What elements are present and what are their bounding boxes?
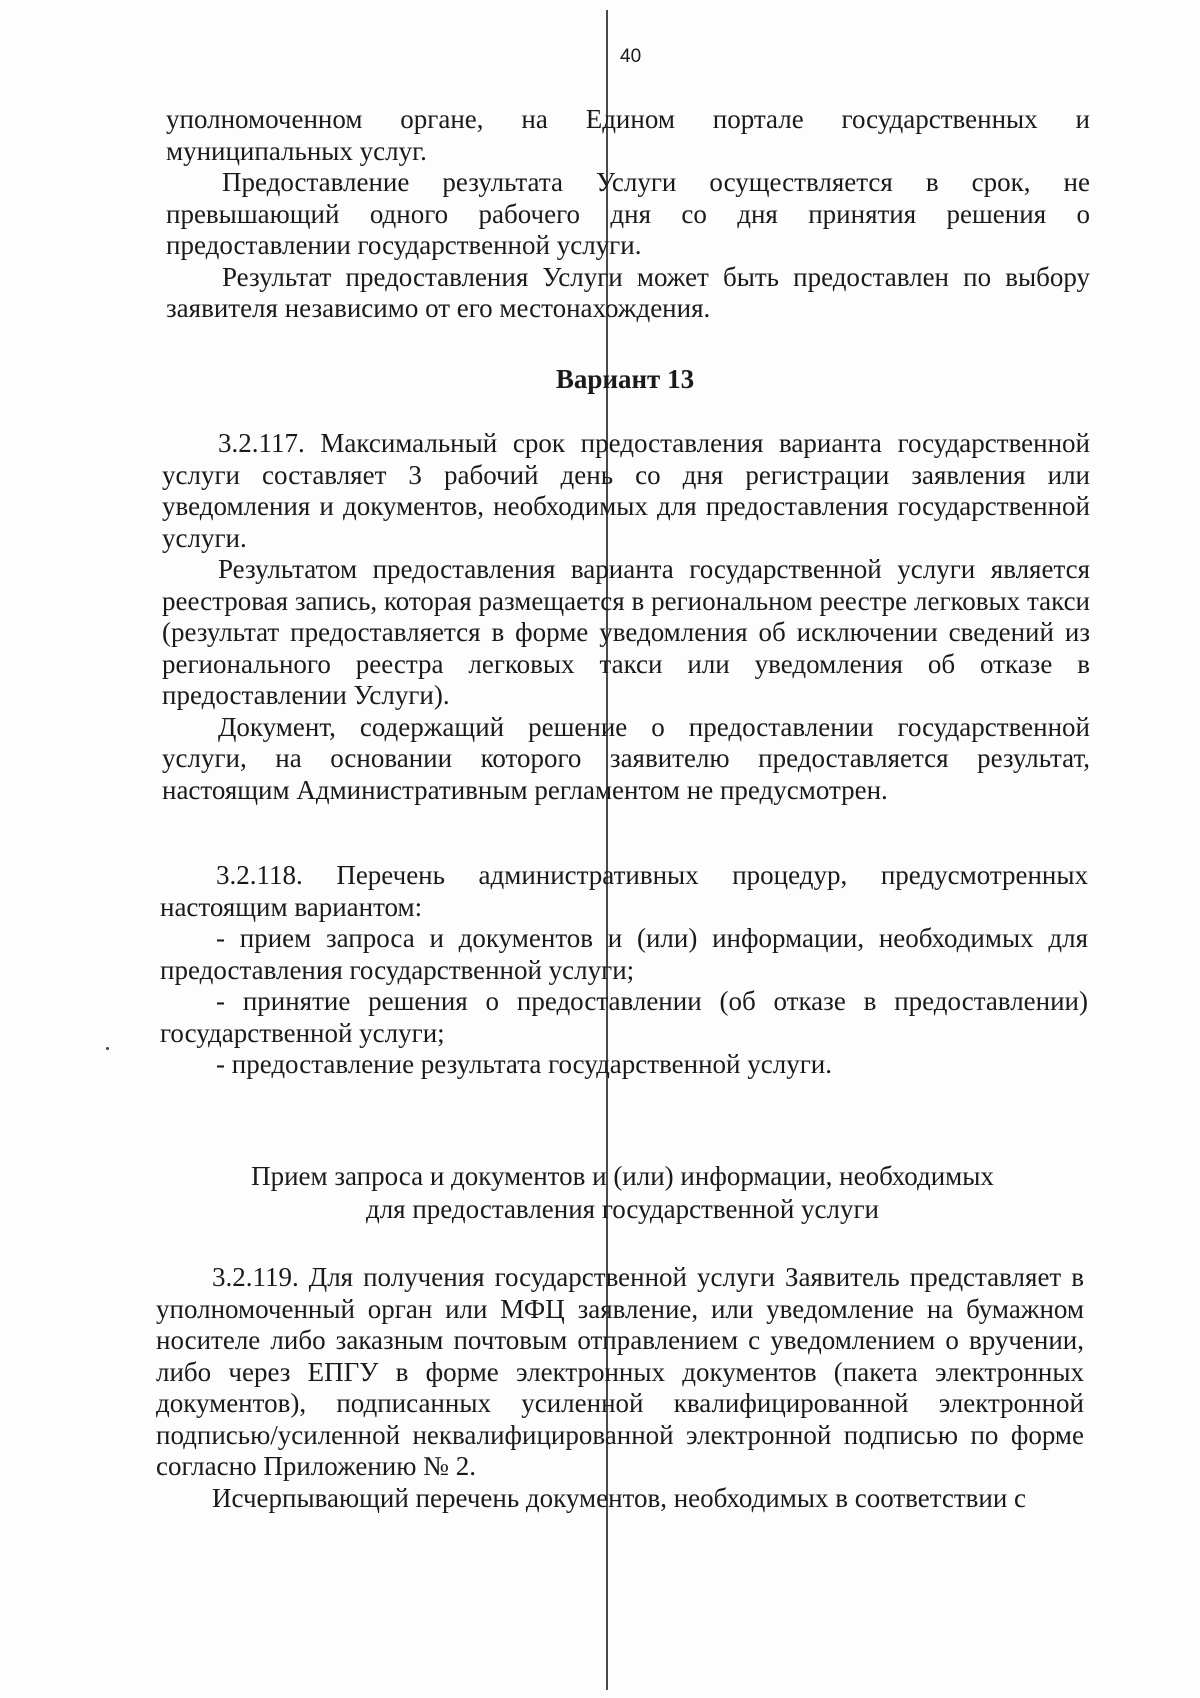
procedure-item: - прием запроса и документов и (или) информации, необходимых для предоставления государственной услуги; [160,923,1088,985]
section-119 [156,1262,1084,1514]
page-number: 40 [620,46,642,67]
subsection-heading [160,1160,1085,1226]
section-118 [160,860,1088,1081]
variant-heading: Вариант 13 [555,364,695,394]
section-117-paragraph-1: 3.2.117. Максимальный срок предоставления варианта государственной услуги составляет 3 рабочий день со дня регистрации заявления или уведомления и документов, необходимых для предоставления государственной услуги. [162,428,1090,553]
scan-speck [106,1047,109,1050]
intro-paragraph-1: уполномоченном органе, на Едином портале государственных и муниципальных услуг. [166,104,1090,166]
section-119-paragraph-2: Исчерпывающий перечень документов, необходимых в соответствии с [212,1482,1027,1513]
section-117 [162,428,1090,806]
section-117-paragraph-2: Результатом предоставления варианта государственной услуги является реестровая запись, которая размещается в региональном реестре легковых такси (результат предоставляется в форме уведомления об исключении сведений из регионального реестра легковых такси или уведомления об отказе в предоставлении Услуги). [162,554,1090,710]
subsection-heading-line-2: для предоставления государственной услуги [365,1194,880,1224]
intro-paragraph-2: Предоставление результата Услуги осуществляется в срок, не превышающий одного рабочего дня со дня принятия решения о предоставлении государственной услуги. [166,167,1090,260]
procedure-item: - принятие решения о предоставлении (об отказе в предоставлении) государственной услуги; [160,986,1088,1048]
intro-paragraph-3: Результат предоставления Услуги может быть предоставлен по выбору заявителя независимо от его местонахождения. [166,261,1090,323]
procedure-item: - предоставление результата государственной услуги. [216,1049,832,1079]
intro-block [166,104,1090,325]
subsection-heading-line-1: Прием запроса и документов и (или) информации, необходимых [251,1161,994,1191]
section-118-paragraph-1: 3.2.118. Перечень административных процедур, предусмотренных настоящим вариантом: [160,860,1088,922]
section-119-paragraph-1: 3.2.119. Для получения государственной услуги Заявитель представляет в уполномоченный орган или МФЦ заявление, или уведомление на бумажном носителе либо заказным почтовым отправлением с уведомлением о вручении, либо через ЕПГУ в форме электронных документов (пакета электронных документов), подписанных усиленной квалифицированной электронной подписью/усиленной неквалифицированной электронной подписью по форме согласно Приложению № 2. [156,1262,1084,1481]
section-117-paragraph-3: Документ, содержащий решение о предоставлении государственной услуги, на основании которого заявителю предоставляется результат, настоящим Административным регламентом не предусмотрен. [162,711,1090,805]
